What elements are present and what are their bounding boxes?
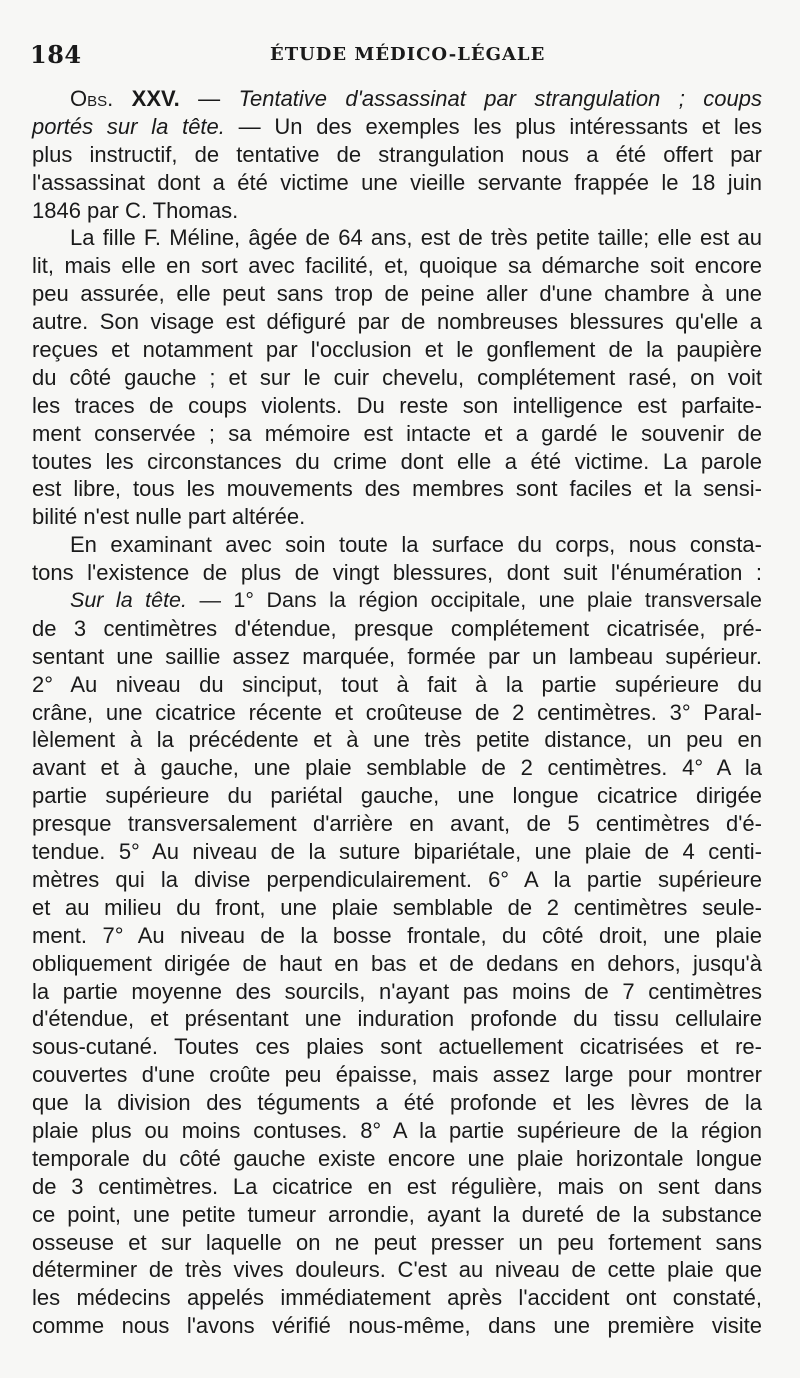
text-run: d'étendue, et présentant une induration profonde du tissu cellulaire — [32, 1006, 762, 1032]
text-run: portés sur la tête. — [32, 113, 225, 139]
text-line — [32, 643, 762, 671]
text-run: de 3 centimètres d'étendue, presque complétement cicatrisée, pré- — [32, 615, 762, 641]
text-line — [32, 671, 762, 699]
text-run: sous-cutané. Toutes ces plaies sont actuellement cicatrisées et re- — [32, 1034, 762, 1060]
text-run: Tentative d'assassinat par strangulation ; coups — [238, 86, 762, 111]
text-run: l'assassinat dont a été victime une vieille servante frappée le 18 juin — [32, 169, 762, 195]
text-line — [32, 950, 762, 978]
text-line — [32, 85, 762, 113]
text-run: sentant une saillie assez marquée, formée par un lambeau supérieur. — [32, 643, 762, 669]
text-run: tendue. 5° Au niveau de la suture bipariétale, une plaie de 4 centi- — [32, 839, 762, 865]
text-run: partie supérieure du pariétal gauche, une longue cicatrice dirigée — [32, 783, 762, 809]
text-line — [32, 531, 762, 559]
text-run: XXV. — [131, 86, 180, 111]
text-run: peu assurée, elle peut sans trop de peine aller d'une chambre à une — [32, 281, 762, 307]
text-line — [32, 894, 762, 922]
text-line — [32, 1256, 762, 1284]
text-run: presque transversalement d'arrière en avant, de 5 centimètres d'é- — [32, 811, 762, 837]
running-title: ÉTUDE MÉDICO-LÉGALE — [270, 44, 546, 65]
text-run: lit, mais elle en sort avec facilité, et, quoique sa démarche soit encore — [32, 253, 762, 279]
text-line — [32, 280, 762, 308]
text-run: du côté gauche ; et sur le cuir chevelu, complétement rasé, on voit — [32, 364, 762, 390]
text-run: toutes les circonstances du crime dont elle a été victime. La parole — [32, 448, 762, 474]
text-run: osseuse et sur laquelle on ne peut presser un peu fortement sans — [32, 1229, 762, 1255]
text-line — [32, 1201, 762, 1229]
text-line — [32, 1033, 762, 1061]
text-run: 1846 par C. Thomas. — [32, 197, 239, 223]
text-run: lèlement à la précédente et à une très petite distance, un peu en — [32, 727, 762, 753]
text-line — [32, 978, 762, 1006]
text-run: ment conservée ; sa mémoire est intacte et a gardé le souvenir de — [32, 420, 762, 446]
text-line — [32, 1284, 762, 1312]
text-run: les médecins appelés immédiatement après l'accident ont constaté, — [32, 1285, 762, 1311]
text-line — [32, 420, 762, 448]
text-line — [32, 503, 762, 531]
text-line — [32, 448, 762, 476]
text-line — [32, 866, 762, 894]
text-run: Obs. — [70, 86, 132, 111]
text-line — [32, 1005, 762, 1033]
text-run: de 3 centimètres. La cicatrice en est régulière, mais on sent dans — [32, 1173, 762, 1199]
text-line — [32, 1089, 762, 1117]
text-run: crâne, une cicatrice récente et croûteuse de 2 centimètres. 3° Paral- — [32, 699, 762, 725]
text-line — [32, 364, 762, 392]
text-line — [32, 336, 762, 364]
text-run: plaie plus ou moins contuses. 8° A la partie supérieure de la région — [32, 1117, 762, 1143]
text-line — [32, 1173, 762, 1201]
text-run: 2° Au niveau du sinciput, tout à fait à la partie supérieure du — [32, 671, 762, 697]
text-line — [32, 224, 762, 252]
text-line — [32, 308, 762, 336]
text-line — [32, 392, 762, 420]
text-run: avant et à gauche, une plaie semblable de 2 centimètres. 4° A la — [32, 755, 762, 781]
text-run: comme nous l'avons vérifié nous-même, dans une première visite — [32, 1313, 762, 1339]
text-run: Sur la tête. — [70, 588, 187, 613]
text-line — [32, 587, 762, 615]
running-head — [30, 40, 770, 70]
text-line — [32, 699, 762, 727]
text-run: En examinant avec soin toute la surface du corps, nous consta- — [70, 532, 762, 558]
page-number: 184 — [30, 40, 82, 69]
text-run: et au milieu du front, une plaie semblable de 2 centimètres seule- — [32, 894, 762, 920]
text-line — [32, 1061, 762, 1089]
text-run: ce point, une petite tumeur arrondie, ayant la dureté de la substance — [32, 1201, 762, 1227]
text-run: tons l'existence de plus de vingt blessures, dont suit l'énumération : — [32, 560, 762, 586]
text-run: déterminer de très vives douleurs. C'est au niveau de cette plaie que — [32, 1257, 762, 1283]
text-run: bilité n'est nulle part altérée. — [32, 504, 306, 530]
text-run: la partie moyenne des sourcils, n'ayant pas moins de 7 centimètres — [32, 978, 762, 1004]
text-line — [32, 141, 762, 169]
text-line — [32, 1312, 762, 1340]
text-line — [32, 782, 762, 810]
text-line — [32, 113, 762, 141]
body-text — [32, 85, 762, 1340]
text-line — [32, 1229, 762, 1257]
text-run: les traces de coups violents. Du reste son intelligence est parfaite- — [32, 392, 762, 418]
text-line — [32, 559, 762, 587]
text-run: — Un des exemples les plus intéressants et les — [224, 113, 762, 139]
text-line — [32, 922, 762, 950]
text-run: temporale du côté gauche existe encore une plaie horizontale longue — [32, 1145, 762, 1171]
text-run: — 1° Dans la région occipitale, une plaie transversale — [186, 588, 762, 613]
text-line — [32, 838, 762, 866]
text-line — [32, 169, 762, 197]
text-line — [32, 197, 762, 225]
text-line — [32, 726, 762, 754]
text-line — [32, 252, 762, 280]
text-run: que la division des téguments a été profonde et les lèvres de la — [32, 1090, 762, 1116]
text-line — [32, 810, 762, 838]
text-run: autre. Son visage est défiguré par de nombreuses blessures qu'elle a — [32, 309, 762, 335]
text-run: ment. 7° Au niveau de la bosse frontale, du côté droit, une plaie — [32, 922, 762, 948]
text-line — [32, 475, 762, 503]
text-run: couvertes d'une croûte peu épaisse, mais assez large pour montrer — [32, 1062, 762, 1088]
text-run: est libre, tous les mouvements des membres sont faciles et la sensi- — [32, 476, 762, 502]
text-run: — — [179, 86, 239, 111]
text-run: plus instructif, de tentative de strangulation nous a été offert par — [32, 141, 762, 167]
text-line — [32, 754, 762, 782]
text-line — [32, 615, 762, 643]
text-line — [32, 1117, 762, 1145]
text-run: obliquement dirigée de haut en bas et de dedans en dehors, jusqu'à — [32, 950, 762, 976]
text-run: mètres qui la divise perpendiculairement. 6° A la partie supérieure — [32, 866, 762, 892]
text-run: La fille F. Méline, âgée de 64 ans, est de très petite taille; elle est au — [70, 225, 762, 251]
text-line — [32, 1145, 762, 1173]
text-run: reçues et notamment par l'occlusion et le gonflement de la paupière — [32, 337, 762, 363]
